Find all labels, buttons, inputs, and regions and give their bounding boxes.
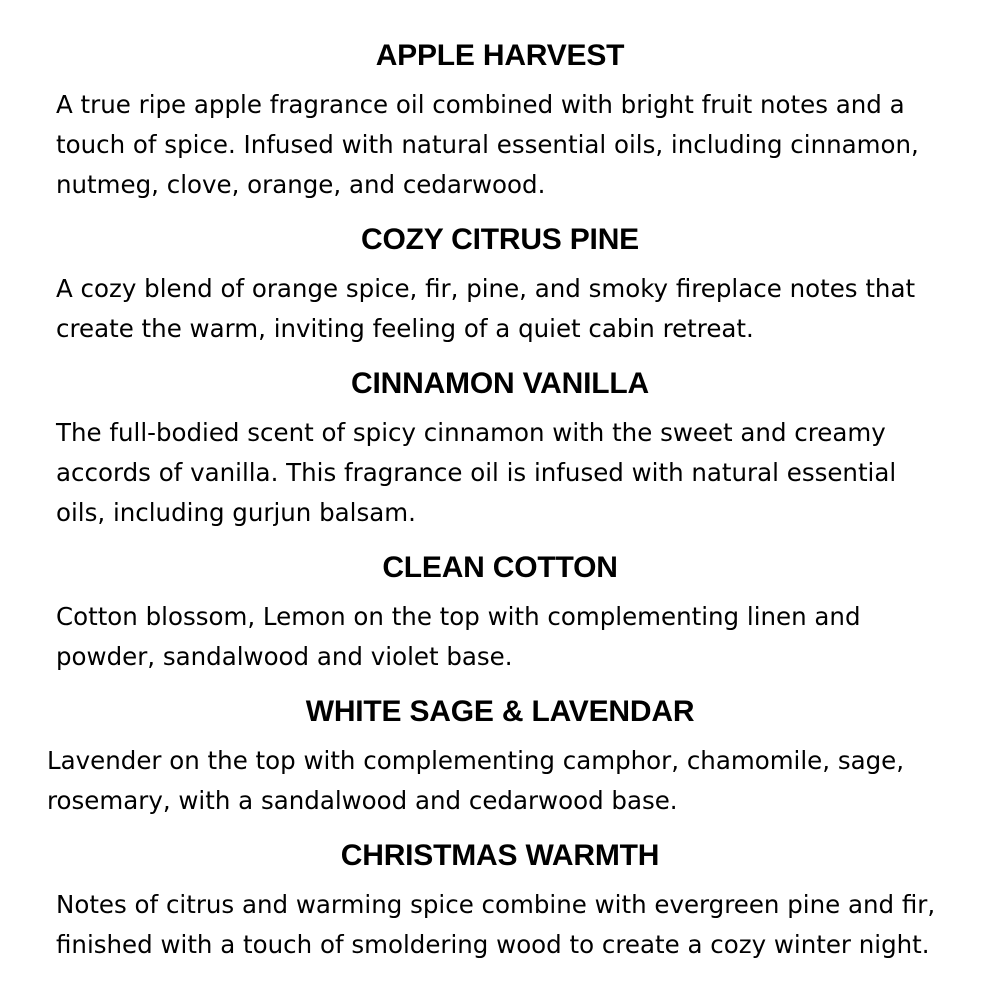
section-description-christmas-warmth	[56, 885, 935, 965]
description-line: powder, sandalwood and violet base.	[56, 642, 513, 671]
section-title-cinnamon-vanilla: CINNAMON VANILLA	[351, 367, 649, 400]
section-title-christmas-warmth: CHRISTMAS WARMTH	[340, 839, 660, 872]
description-line: Lavender on the top with complementing camphor, chamomile, sage,	[47, 746, 905, 775]
description-line: A cozy blend of orange spice, fir, pine, and smoky fireplace notes that	[56, 274, 916, 303]
section-description-apple-harvest	[56, 85, 919, 205]
section-title-white-sage-lavendar: WHITE SAGE & LAVENDAR	[305, 695, 695, 728]
description-line: A true ripe apple fragrance oil combined with bright fruit notes and a	[56, 90, 905, 119]
section-description-cinnamon-vanilla	[56, 413, 896, 533]
description-line: accords of vanilla. This fragrance oil is infused with natural essential	[56, 458, 897, 487]
description-line: rosemary, with a sandalwood and cedarwood base.	[47, 786, 678, 815]
section-description-white-sage-lavendar	[47, 741, 904, 821]
description-line: oils, including gurjun balsam.	[56, 498, 416, 527]
section-title-cozy-citrus-pine: COZY CITRUS PINE	[361, 223, 639, 256]
description-line: touch of spice. Infused with natural essential oils, including cinnamon,	[56, 130, 919, 159]
section-title-clean-cotton: CLEAN COTTON	[382, 551, 618, 584]
section-description-clean-cotton	[56, 597, 861, 677]
description-line: Cotton blossom, Lemon on the top with complementing linen and	[56, 602, 861, 631]
section-description-cozy-citrus-pine	[56, 269, 915, 349]
description-line: nutmeg, clove, orange, and cedarwood.	[56, 170, 546, 199]
section-title-apple-harvest: APPLE HARVEST	[375, 39, 625, 72]
description-line: Notes of citrus and warming spice combine with evergreen pine and fir,	[56, 890, 936, 919]
description-line: finished with a touch of smoldering wood to create a cozy winter night.	[56, 930, 930, 959]
description-line: create the warm, inviting feeling of a quiet cabin retreat.	[56, 314, 754, 343]
description-line: The full-bodied scent of spicy cinnamon with the sweet and creamy	[56, 418, 886, 447]
